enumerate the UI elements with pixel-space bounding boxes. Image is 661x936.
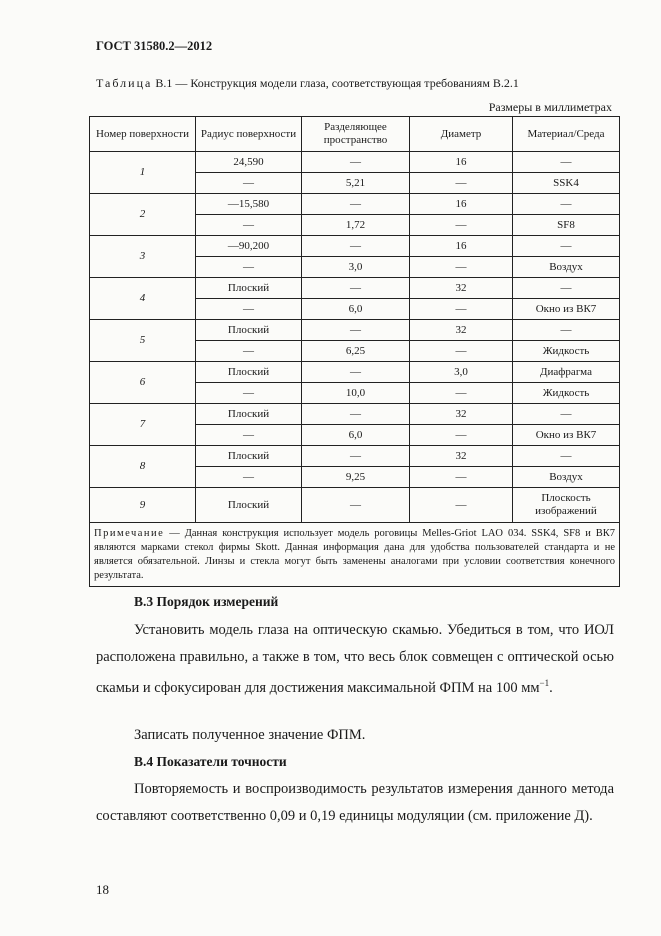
material: — — [513, 404, 620, 425]
diameter: — — [410, 215, 513, 236]
diameter: 3,0 — [410, 362, 513, 383]
separating-space: 1,72 — [302, 215, 410, 236]
header-surface-number: Номер поверхности — [90, 117, 196, 152]
surface-radius: — — [196, 383, 302, 404]
material: Воздух — [513, 467, 620, 488]
table-row — [90, 194, 620, 215]
surface-number: 9 — [90, 488, 196, 523]
separating-space: — — [302, 194, 410, 215]
material: — — [513, 278, 620, 299]
header-diameter: Диаметр — [410, 117, 513, 152]
table-row — [90, 320, 620, 341]
table-row — [90, 236, 620, 257]
surface-number: 7 — [90, 404, 196, 446]
separating-space: 6,0 — [302, 425, 410, 446]
surface-radius: — — [196, 257, 302, 278]
surface-radius: — — [196, 299, 302, 320]
separating-space: 5,21 — [302, 173, 410, 194]
separating-space: 6,0 — [302, 299, 410, 320]
table-row — [90, 446, 620, 467]
material: SSK4 — [513, 173, 620, 194]
material: — — [513, 320, 620, 341]
surface-radius: Плоский — [196, 362, 302, 383]
material: — — [513, 236, 620, 257]
b3-para1-sup: −1 — [539, 678, 550, 688]
material: Воздух — [513, 257, 620, 278]
separating-space: 9,25 — [302, 467, 410, 488]
diameter: — — [410, 299, 513, 320]
material: Диафрагма — [513, 362, 620, 383]
section-b3-paragraph-2: Записать полученное значение ФПМ. — [134, 727, 366, 743]
table-caption — [96, 76, 519, 91]
surface-number: 3 — [90, 236, 196, 278]
surface-radius: — — [196, 173, 302, 194]
caption-label: Таблица — [96, 76, 153, 90]
separating-space: 10,0 — [302, 383, 410, 404]
surface-radius: Плоский — [196, 320, 302, 341]
separating-space: — — [302, 488, 410, 523]
material: Плоскость изображений — [513, 488, 620, 523]
document-header: ГОСТ 31580.2—2012 — [96, 39, 213, 53]
surface-number: 8 — [90, 446, 196, 488]
material: — — [513, 194, 620, 215]
diameter: 16 — [410, 236, 513, 257]
separating-space: — — [302, 236, 410, 257]
diameter: — — [410, 467, 513, 488]
surface-radius: Плоский — [196, 488, 302, 523]
diameter: 32 — [410, 446, 513, 467]
section-b4-paragraph: Повторяемость и воспроизводимость результатов измерения данного метода составляют соответственно 0,09 и 0,19 единицы модуляции (см. приложение Д). — [96, 781, 614, 824]
diameter: — — [410, 425, 513, 446]
material: SF8 — [513, 215, 620, 236]
header-separating-space: Разделяющее пространство — [302, 117, 410, 152]
caption-number: В.1 — [155, 76, 173, 90]
surface-radius: —15,580 — [196, 194, 302, 215]
surface-radius: Плоский — [196, 278, 302, 299]
note-label: Примечание — [94, 528, 165, 539]
separating-space: — — [302, 404, 410, 425]
material: Окно из ВК7 — [513, 425, 620, 446]
surface-radius: — — [196, 425, 302, 446]
diameter: 32 — [410, 404, 513, 425]
diameter: — — [410, 173, 513, 194]
b3-para1-text: Установить модель глаза на оптическую скамью. Убедиться в том, что ИОЛ расположена правильно, а также в том, что весь блок совмещен с оптической осью скамьи и сфокусирован для достижения максимальной ФПМ на 100 мм — [96, 622, 614, 696]
diameter: 16 — [410, 152, 513, 173]
section-b3-title: В.3 Порядок измерений — [134, 594, 279, 609]
header-surface-radius: Радиус поверхности — [196, 117, 302, 152]
surface-radius: — — [196, 215, 302, 236]
material: Жидкость — [513, 383, 620, 404]
surface-number: 1 — [90, 152, 196, 194]
separating-space: — — [302, 278, 410, 299]
caption-text: — Конструкция модели глаза, соответствующая требованиям В.2.1 — [175, 76, 519, 90]
surface-radius: Плоский — [196, 446, 302, 467]
material: — — [513, 446, 620, 467]
surface-number: 5 — [90, 320, 196, 362]
table-row — [90, 488, 620, 523]
material: Жидкость — [513, 341, 620, 362]
table-row — [90, 404, 620, 425]
surface-radius: — — [196, 467, 302, 488]
surface-number: 4 — [90, 278, 196, 320]
separating-space: 6,25 — [302, 341, 410, 362]
diameter: — — [410, 488, 513, 523]
material: Окно из ВК7 — [513, 299, 620, 320]
surface-radius: —90,200 — [196, 236, 302, 257]
table-row — [90, 152, 620, 173]
table-row — [90, 278, 620, 299]
section-b3-paragraph-1 — [96, 617, 614, 701]
separating-space: 3,0 — [302, 257, 410, 278]
surface-radius: Плоский — [196, 404, 302, 425]
table-row — [90, 362, 620, 383]
page-number: 18 — [96, 882, 109, 897]
diameter: — — [410, 341, 513, 362]
section-b4-title: В.4 Показатели точности — [134, 754, 287, 769]
diameter: — — [410, 383, 513, 404]
table-header-row — [90, 117, 620, 152]
separating-space: — — [302, 446, 410, 467]
surface-radius: — — [196, 341, 302, 362]
header-material: Материал/Среда — [513, 117, 620, 152]
surface-number: 2 — [90, 194, 196, 236]
diameter: 16 — [410, 194, 513, 215]
surface-number: 6 — [90, 362, 196, 404]
separating-space: — — [302, 320, 410, 341]
material: — — [513, 152, 620, 173]
b3-para1-end: . — [549, 679, 553, 696]
diameter: 32 — [410, 278, 513, 299]
eye-model-table — [89, 116, 620, 587]
units-note: Размеры в миллиметрах — [488, 100, 612, 114]
diameter: 32 — [410, 320, 513, 341]
table-note-row — [90, 523, 620, 587]
diameter: — — [410, 257, 513, 278]
separating-space: — — [302, 152, 410, 173]
table-note — [90, 523, 620, 587]
surface-radius: 24,590 — [196, 152, 302, 173]
separating-space: — — [302, 362, 410, 383]
note-text: — Данная конструкция использует модель роговицы Melles-Griot LAO 034. SSK4, SF8 и ВК7 являются марками стекол фирмы Skott. Данная информация дана для удобства пользователей стандарта и не является обязательной. Линзы и стекла могут быть заменены аналогами при условии соответствия конечного результата. — [94, 528, 615, 581]
